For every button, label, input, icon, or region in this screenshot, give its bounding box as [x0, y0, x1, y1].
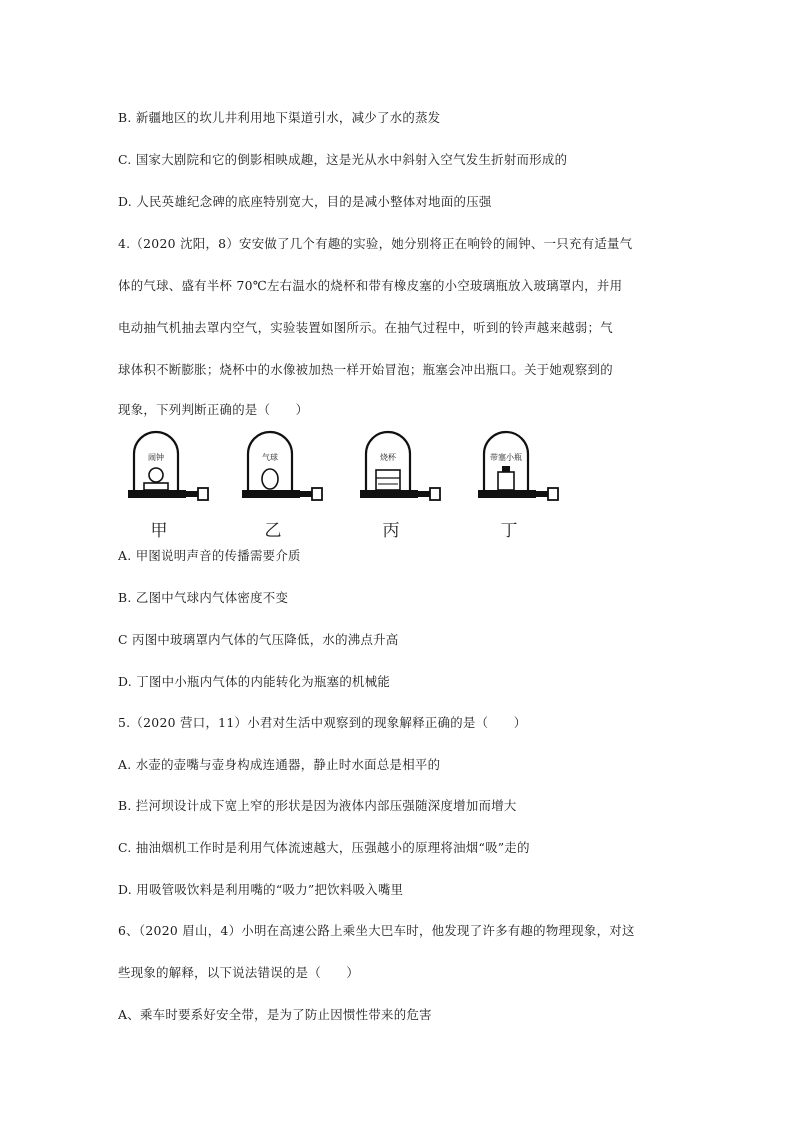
figure-bing-label: 烧杯 — [380, 453, 396, 462]
figure-jia-label: 闹钟 — [148, 453, 164, 462]
q4-stem-line-5: 现象，下列判断正确的是（ ） — [118, 402, 309, 417]
figure-yi-label: 气球 — [262, 453, 278, 462]
figure-bing — [356, 428, 446, 540]
bell-jar-alarm-clock-icon — [124, 428, 214, 508]
q6-stem-line-1: 6、（2020 眉山，4）小明在高速公路上乘坐大巴车时，他发现了许多有趣的物理现象，对这 — [118, 923, 635, 938]
bell-jar-balloon-icon — [238, 428, 328, 508]
bell-jar-bottle-icon — [474, 428, 564, 508]
q4-option-d: D. 丁图中小瓶内气体的内能转化为瓶塞的机械能 — [118, 674, 391, 689]
figure-yi-caption: 乙 — [264, 521, 282, 541]
q4-option-b: B. 乙图中气球内气体密度不变 — [118, 590, 289, 605]
q4-stem-line-2: 体的气球、盛有半杯 70℃左右温水的烧杯和带有橡皮塞的小空玻璃瓶放入玻璃罩内，并用 — [118, 278, 623, 293]
q5-option-c: C. 抽油烟机工作时是利用气体流速越大，压强越小的原理将油烟“吸”走的 — [118, 840, 530, 855]
q4-option-c: C 丙图中玻璃罩内气体的气压降低，水的沸点升高 — [118, 632, 399, 647]
q5-stem: 5.（2020 营口，11）小君对生活中观察到的现象解释正确的是（ ） — [118, 715, 527, 730]
q5-option-b: B. 拦河坝设计成下宽上窄的形状是因为液体内部压强随深度增加而增大 — [118, 798, 517, 813]
q6-stem-line-2: 些现象的解释，以下说法错误的是（ ） — [118, 965, 360, 980]
figure-ding — [474, 428, 564, 540]
prev-option-b: B. 新疆地区的坎儿井利用地下渠道引水，减少了水的蒸发 — [118, 110, 441, 125]
figure-jia — [124, 428, 214, 540]
figure-yi — [238, 428, 328, 540]
q4-stem-line-1: 4.（2020 沈阳，8）安安做了几个有趣的实验，她分别将正在响铃的闹钟、一只充有适量气 — [118, 236, 633, 251]
q4-option-a: A. 甲图说明声音的传播需要介质 — [118, 548, 301, 563]
bell-jar-beaker-icon — [356, 428, 446, 508]
figure-ding-label: 带塞小瓶 — [490, 453, 522, 462]
figure-bing-caption: 丙 — [382, 521, 400, 541]
q4-stem-line-4: 球体积不断膨胀；烧杯中的水像被加热一样开始冒泡；瓶塞会冲出瓶口。关于她观察到的 — [118, 362, 613, 377]
bell-jar-figure — [124, 428, 564, 540]
prev-option-c: C. 国家大剧院和它的倒影相映成趣，这是光从水中斜射入空气发生折射而形成的 — [118, 152, 568, 167]
q6-option-a: A、乘车时要系好安全带，是为了防止因惯性带来的危害 — [118, 1007, 432, 1022]
q5-option-a: A. 水壶的壶嘴与壶身构成连通器，静止时水面总是相平的 — [118, 757, 441, 772]
figure-jia-caption: 甲 — [150, 521, 168, 541]
q4-stem-line-3: 电动抽气机抽去罩内空气，实验装置如图所示。在抽气过程中，听到的铃声越来越弱；气 — [118, 320, 613, 335]
figure-ding-caption: 丁 — [500, 521, 518, 541]
q5-option-d: D. 用吸管吸饮料是利用嘴的“吸力”把饮料吸入嘴里 — [118, 882, 404, 897]
prev-option-d: D. 人民英雄纪念碑的底座特别宽大，目的是减小整体对地面的压强 — [118, 194, 492, 209]
